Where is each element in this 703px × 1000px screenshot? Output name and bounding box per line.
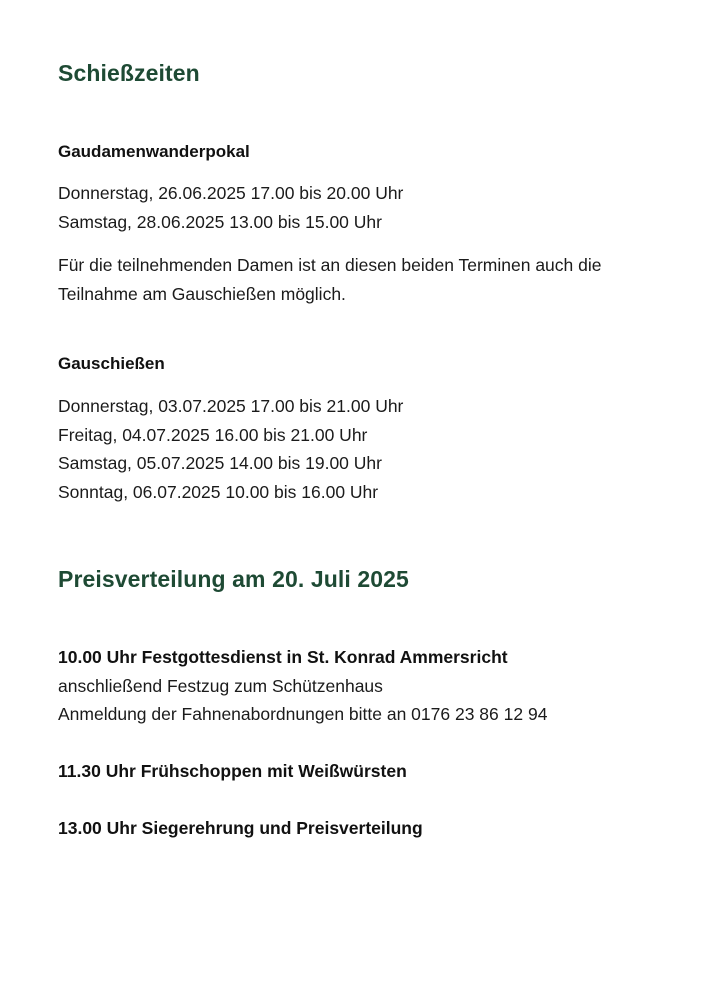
event-detail: Anmeldung der Fahnenabordnungen bitte an 0176 23 86 12 94: [58, 704, 548, 724]
gaudamen-note: Für die teilnehmenden Damen ist an diesen beiden Terminen auch die Teilnahme am Gauschießen möglich.: [58, 255, 602, 304]
gauschiessen-date-4: Sonntag, 06.07.2025 10.00 bis 16.00 Uhr: [58, 481, 379, 502]
gaudamen-dates: [58, 179, 403, 236]
event-siegerehrung: [58, 814, 423, 843]
event-title: 13.00 Uhr Siegerehrung und Preisverteilung: [58, 818, 423, 838]
event-title: 11.30 Uhr Frühschoppen mit Weißwürsten: [58, 761, 407, 781]
preisverteilung-heading: Preisverteilung am 20. Juli 2025: [58, 566, 409, 592]
schiesszeiten-heading: Schießzeiten: [58, 60, 200, 86]
event-title: 10.00 Uhr Festgottesdienst in St. Konrad Ammersricht: [58, 647, 508, 667]
gaudamen-date-1: Donnerstag, 26.06.2025 17.00 bis 20.00 Uhr: [58, 183, 404, 203]
gauschiessen-date-1: Donnerstag, 03.07.2025 17.00 bis 21.00 Uhr: [58, 396, 404, 416]
event-festgottesdienst: [58, 643, 547, 729]
gauschiessen-date-3: Samstag, 05.07.2025 14.00 bis 19.00 Uhr: [58, 453, 382, 473]
gauschiessen-date-2: Freitag, 04.07.2025 16.00 bis 21.00 Uhr: [58, 424, 368, 445]
gaudamen-title: Gaudamenwanderpokal: [58, 142, 250, 161]
event-fruehschoppen: [58, 757, 407, 786]
gauschiessen-title: Gauschießen: [58, 354, 165, 373]
gaudamen-note-block: [58, 251, 648, 308]
gaudamen-date-2: Samstag, 28.06.2025 13.00 bis 15.00 Uhr: [58, 211, 382, 232]
gauschiessen-dates: [58, 392, 403, 506]
event-detail: anschließend Festzug zum Schützenhaus: [58, 675, 383, 696]
